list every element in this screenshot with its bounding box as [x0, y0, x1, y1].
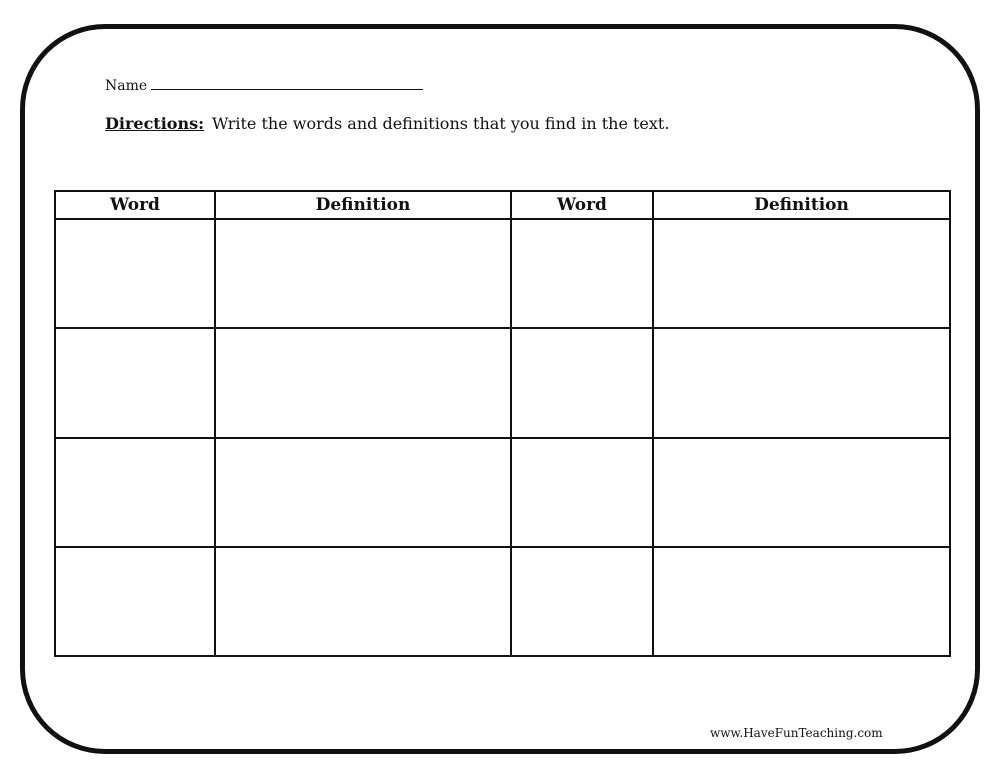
footer-url: www.HaveFunTeaching.com [710, 726, 883, 740]
directions-text: Write the words and definitions that you find in the text. [212, 114, 670, 133]
word-cell[interactable] [511, 219, 653, 328]
definition-cell[interactable] [653, 328, 950, 437]
name-blank-line[interactable] [151, 77, 423, 90]
definition-cell[interactable] [653, 219, 950, 328]
directions [105, 114, 669, 133]
directions-label: Directions: [105, 114, 204, 133]
word-cell[interactable] [511, 328, 653, 437]
column-header-definition: Definition [653, 191, 950, 219]
definition-cell[interactable] [215, 219, 511, 328]
definition-cell[interactable] [215, 438, 511, 547]
column-header-word: Word [55, 191, 215, 219]
table-header-row [55, 191, 950, 219]
word-cell[interactable] [511, 547, 653, 656]
definition-cell[interactable] [215, 547, 511, 656]
word-cell[interactable] [55, 547, 215, 656]
table-row [55, 438, 950, 547]
table-row [55, 219, 950, 328]
word-cell[interactable] [55, 219, 215, 328]
table-row [55, 547, 950, 656]
word-cell[interactable] [55, 328, 215, 437]
table-row [55, 328, 950, 437]
definition-cell[interactable] [653, 547, 950, 656]
word-cell[interactable] [511, 438, 653, 547]
definition-cell[interactable] [653, 438, 950, 547]
word-cell[interactable] [55, 438, 215, 547]
definition-cell[interactable] [215, 328, 511, 437]
name-field [105, 77, 423, 94]
column-header-word: Word [511, 191, 653, 219]
vocabulary-table [54, 190, 951, 657]
name-label: Name [105, 78, 148, 94]
column-header-definition: Definition [215, 191, 511, 219]
